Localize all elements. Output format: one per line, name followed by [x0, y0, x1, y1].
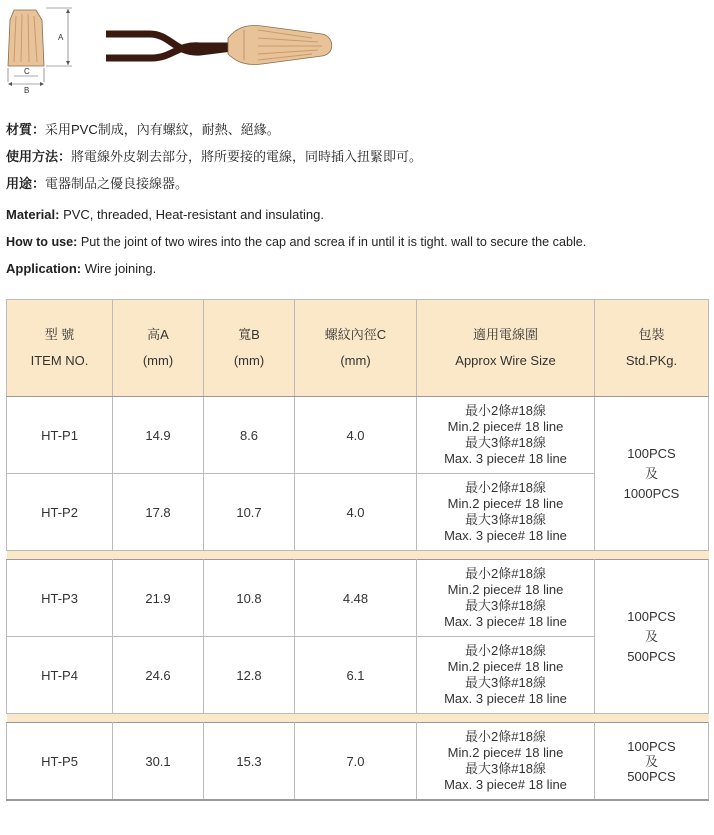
spec-text: Wire joining. — [81, 261, 157, 276]
table-header-row — [7, 300, 709, 397]
spec-label: 材質： — [6, 122, 46, 137]
cell-a: 17.8 — [113, 474, 204, 551]
spec-label: How to use: — [6, 235, 78, 249]
header-width-b: 寬B (mm) — [204, 300, 295, 397]
cell-b: 15.3 — [204, 723, 295, 801]
cell-wire-size: 最小2條#18線 Min.2 piece# 18 line 最大3條#18線 Max. 3 piece# 18 line — [417, 723, 595, 801]
cell-wire-size: 最小2條#18線 Min.2 piece# 18 line 最大3條#18線 Max. 3 piece# 18 line — [417, 560, 595, 637]
cell-c: 4.48 — [295, 560, 417, 637]
spec-text: PVC, threaded, Heat-resistant and insulating. — [59, 207, 324, 222]
cell-b: 10.8 — [204, 560, 295, 637]
spec-zh-usage — [6, 148, 422, 166]
cell-a: 30.1 — [113, 723, 204, 801]
spec-zh-material — [6, 121, 280, 139]
cell-b: 8.6 — [204, 397, 295, 474]
spec-label: Application: — [6, 261, 82, 276]
cell-item: HT-P5 — [7, 723, 113, 801]
table-row — [7, 397, 709, 474]
spec-text: 采用PVC制成，內有螺紋，耐熱、絕緣。 — [45, 122, 280, 137]
spec-label: Material: — [6, 207, 60, 222]
spec-label: 使用方法： — [6, 149, 72, 164]
cell-wire-size: 最小2條#18線 Min.2 piece# 18 line 最大3條#18線 Max. 3 piece# 18 line — [417, 397, 595, 474]
cell-item: HT-P1 — [7, 397, 113, 474]
cell-item: HT-P2 — [7, 474, 113, 551]
table-row — [7, 560, 709, 637]
dim-b-label: B — [24, 86, 30, 95]
spec-zh-application — [6, 175, 188, 193]
cell-item: HT-P3 — [7, 560, 113, 637]
cell-a: 24.6 — [113, 637, 204, 714]
cell-c: 4.0 — [295, 474, 417, 551]
cell-a: 21.9 — [113, 560, 204, 637]
cell-c: 6.1 — [295, 637, 417, 714]
cell-item: HT-P4 — [7, 637, 113, 714]
spec-en-material — [6, 206, 324, 224]
wire-connection-illustration — [106, 26, 332, 65]
header-item-no: 型 號 ITEM NO. — [7, 300, 113, 397]
product-figure — [0, 0, 714, 110]
dim-c-label: C — [24, 67, 30, 76]
header-thread-c: 螺紋內徑C (mm) — [295, 300, 417, 397]
cell-a: 14.9 — [113, 397, 204, 474]
cell-package: 100PCS 及 1000PCS — [595, 397, 709, 551]
header-height-a: 高A (mm) — [113, 300, 204, 397]
spec-en-application — [6, 260, 156, 278]
cell-c: 4.0 — [295, 397, 417, 474]
dim-a-label: A — [58, 33, 64, 42]
spec-label: 用途： — [6, 176, 46, 191]
spec-text: 電器制品之優良接線器。 — [45, 176, 189, 191]
table-row — [7, 723, 709, 801]
header-package: 包裝 Std.PKg. — [595, 300, 709, 397]
cell-wire-size: 最小2條#18線 Min.2 piece# 18 line 最大3條#18線 Max. 3 piece# 18 line — [417, 474, 595, 551]
spec-text: Put the joint of two wires into the cap and screa if in until it is tight. wall to secure the cable. — [77, 235, 587, 249]
cell-c: 7.0 — [295, 723, 417, 801]
spec-table — [6, 299, 709, 801]
cell-b: 12.8 — [204, 637, 295, 714]
wire-cap-dimension-drawing — [8, 8, 72, 95]
cell-package: 100PCS 及 500PCS — [595, 560, 709, 714]
spec-en-usage — [6, 233, 586, 251]
group-separator — [7, 714, 709, 723]
header-wire-size: 適用電線圍 Approx Wire Size — [417, 300, 595, 397]
cell-b: 10.7 — [204, 474, 295, 551]
group-separator — [7, 551, 709, 560]
cell-package: 100PCS 及 500PCS — [595, 723, 709, 801]
cell-wire-size: 最小2條#18線 Min.2 piece# 18 line 最大3條#18線 Max. 3 piece# 18 line — [417, 637, 595, 714]
spec-text: 將電線外皮剝去部分，將所要接的電線，同時插入扭緊即可。 — [71, 149, 423, 164]
